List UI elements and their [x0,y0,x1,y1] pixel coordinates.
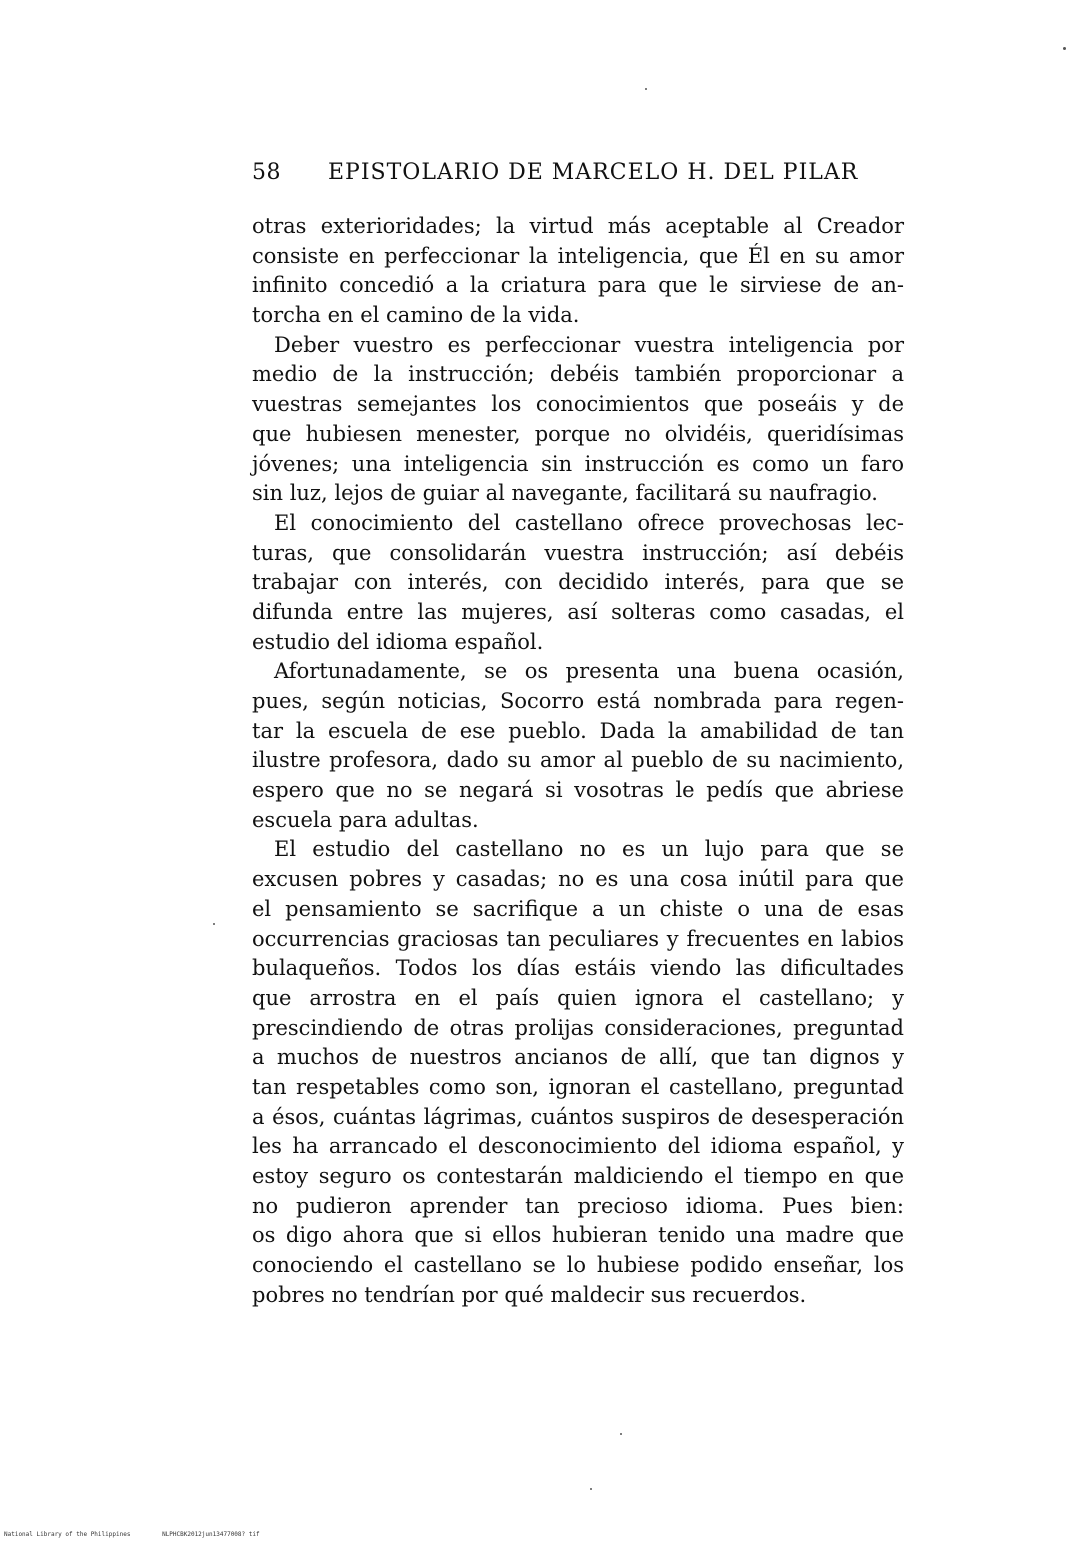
scan-speck [1063,47,1066,50]
text-line: escuela para adultas. [252,807,479,832]
text-line: pobres no tendrían por qué maldecir sus recuerdos. [252,1282,807,1307]
text-line: que arrostra en el país quien ignora el castellano; y [252,985,904,1010]
text-line: os digo ahora que si ellos hubieran tenido una madre que [252,1223,904,1248]
text-line: vuestras semejantes los conocimientos que poseáis y de [252,392,904,417]
text-line: otras exterioridades; la virtud más aceptable al Creador [252,214,904,238]
text-line: Afortunadamente, se os presenta una buena ocasión, [274,659,904,684]
text-line: medio de la instrucción; debéis también proporcionar a [252,362,904,387]
text-line: tar la escuela de ese pueblo. Dada la amabilidad de tan [252,718,904,743]
text-line: a ésos, cuántas lágrimas, cuántos suspiros de desesperación [252,1104,904,1129]
text-line: a muchos de nuestros ancianos de allí, que tan dignos y [252,1045,904,1070]
text-line: difunda entre las mujeres, así solteras como casadas, el [252,599,904,624]
page-number: 58 [252,160,281,185]
text-line: trabajar con interés, con decidido interés, para que se [252,570,904,595]
scan-footer [4,1531,288,1538]
text-line: occurrencias graciosas tan peculiares y frecuentes en labios [252,926,904,951]
text-line: turas, que consolidarán vuestra instrucción; así debéis [252,540,904,565]
scan-speck [645,88,647,90]
text-line: ilustre profesora, dado su amor al pueblo de su nacimiento, [252,748,904,773]
scan-speck [620,1433,622,1435]
footer-file-label: NLPHCBK2012jun13477008? tif [162,1531,260,1538]
text-line: no pudieron aprender tan precioso idioma. Pues bien: [252,1193,904,1218]
text-line: estoy seguro os contestarán maldiciendo el tiempo en que [252,1164,904,1188]
text-line: torcha en el camino de la vida. [252,303,580,328]
footer-library-label: National Library of the Philippines [4,1531,131,1538]
text-line: espero que no se negará si vosotras le pedís que abriese [252,778,904,803]
running-title: EPISTOLARIO DE MARCELO H. DEL PILAR [328,160,859,185]
text-line: el pensamiento se sacrifique a un chiste o una de esas [252,896,904,921]
scan-speck [590,1488,592,1490]
text-line: jóvenes; una inteligencia sin instrucción es como un faro [252,451,904,476]
text-line: que hubiesen menester, porque no olvidéis, queridísimas [252,421,904,446]
text-line: pues, según noticias, Socorro está nombrada para regen- [252,689,904,713]
text-line: bulaqueños. Todos los días estáis viendo las dificultades [252,956,904,981]
text-line: excusen pobres y casadas; no es una cosa inútil para que [252,867,904,892]
text-line: sin luz, lejos de guiar al navegante, facilitará su naufragio. [252,481,878,506]
text-line: infinito concedió a la criatura para que le sirviese de an- [252,273,904,298]
text-line: Deber vuestro es perfeccionar vuestra inteligencia por [274,332,904,357]
text-line: El conocimiento del castellano ofrece provechosas lec- [274,510,904,535]
text-line: estudio del idioma español. [252,629,544,654]
scan-speck [213,923,215,925]
body-text [252,212,904,1310]
running-header [252,160,912,194]
text-line: conociendo el castellano se lo hubiese podido enseñar, los [252,1253,904,1278]
text-line: El estudio del castellano no es un lujo para que se [274,837,904,862]
text-line: consiste en perfeccionar la inteligencia, que Él en su amor [252,243,904,268]
text-line: tan respetables como son, ignoran el castellano, preguntad [252,1074,904,1099]
text-line: prescindiendo de otras prolijas consideraciones, preguntad [252,1015,904,1040]
text-line: les ha arrancado el desconocimiento del idioma español, y [252,1134,904,1159]
